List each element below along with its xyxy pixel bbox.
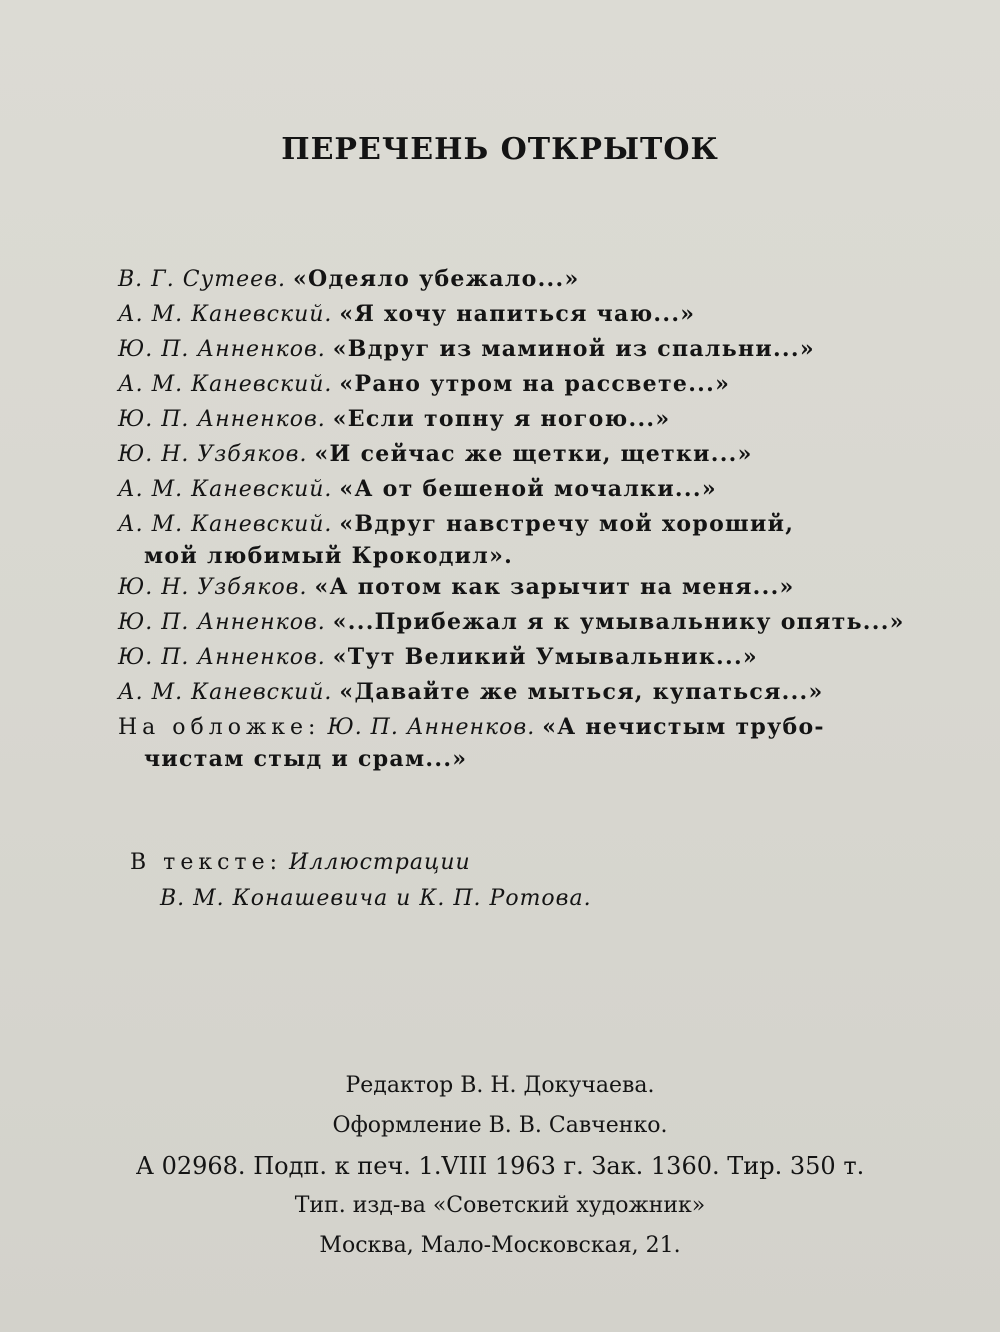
entry-title: «Тут Великий Умывальник...»: [332, 644, 758, 670]
entry-title: «И сейчас же щетки, щетки...»: [314, 441, 753, 467]
cover-title-continuation: чистам стыд и срам...»: [144, 746, 468, 772]
entry-title: «Вдруг навстречу мой хороший,: [339, 511, 795, 537]
entry-author: А. М. Каневский.: [118, 477, 333, 502]
list-item: [118, 437, 918, 472]
entry-title: «Одеяло убежало...»: [293, 266, 580, 292]
press-line: Тип. изд-ва «Советский художник»: [294, 1193, 706, 1218]
entry-author: Ю. Н. Узбяков.: [118, 575, 308, 600]
entry-title: «Я хочу напиться чаю...»: [339, 301, 696, 327]
entry-title: «Если топну я ногою...»: [332, 406, 671, 432]
entry-author: А. М. Каневский.: [118, 512, 333, 537]
list-item: [118, 675, 918, 710]
list-item: [118, 640, 918, 675]
design-line: Оформление В. В. Савченко.: [332, 1113, 668, 1138]
entry-author: Ю. П. Анненков.: [118, 610, 326, 635]
entry-author: Ю. П. Анненков.: [118, 407, 326, 432]
page-heading: ПЕРЕЧЕНЬ ОТКРЫТОК: [281, 132, 719, 167]
list-item: [118, 507, 918, 570]
in-text-authors: В. М. Конашевича и К. П. Ротова.: [160, 886, 592, 911]
entry-author: А. М. Каневский.: [118, 372, 333, 397]
list-item: [118, 297, 918, 332]
print-info-line: А 02968. Подп. к печ. 1.VIII 1963 г. Зак. 1360. Тир. 350 т.: [135, 1152, 865, 1180]
entry-title: «А потом как зарычит на меня...»: [314, 574, 795, 600]
entry-title: «А от бешеной мочалки...»: [339, 476, 717, 502]
cover-entry: [118, 710, 918, 773]
entry-author: А. М. Каневский.: [118, 680, 333, 705]
entry-author: Ю. П. Анненков.: [118, 645, 326, 670]
address-line: Москва, Мало-Московская, 21.: [319, 1233, 681, 1258]
entry-author: Ю. Н. Узбяков.: [118, 442, 308, 467]
list-item: [118, 402, 918, 437]
entry-author: В. Г. Сутеев.: [118, 267, 286, 292]
editor-line: Редактор В. Н. Докучаева.: [345, 1073, 655, 1098]
postcard-list: [118, 262, 918, 773]
cover-title: «А нечистым трубо-: [542, 714, 825, 740]
in-text-illustrations: [130, 845, 592, 917]
colophon: [0, 1066, 1000, 1266]
list-item: [118, 332, 918, 367]
list-item: [118, 472, 918, 507]
entry-title: «Рано утром на рассвете...»: [339, 371, 731, 397]
in-text-text: Иллюстрации: [289, 850, 471, 875]
list-item: [118, 262, 918, 297]
entry-author: Ю. П. Анненков.: [118, 337, 326, 362]
list-item: [118, 367, 918, 402]
list-item: [118, 605, 918, 640]
cover-author: Ю. П. Анненков.: [327, 715, 536, 740]
in-text-label: В тексте:: [130, 850, 283, 875]
list-item: [118, 570, 918, 605]
entry-title-continuation: мой любимый Крокодил».: [144, 543, 514, 569]
entry-author: А. М. Каневский.: [118, 302, 333, 327]
entry-title: «Вдруг из маминой из спальни...»: [332, 336, 815, 362]
cover-label: На обложке:: [118, 715, 321, 740]
entry-title: «...Прибежал я к умывальнику опять...»: [332, 609, 905, 635]
entry-title: «Давайте же мыться, купаться...»: [339, 679, 824, 705]
